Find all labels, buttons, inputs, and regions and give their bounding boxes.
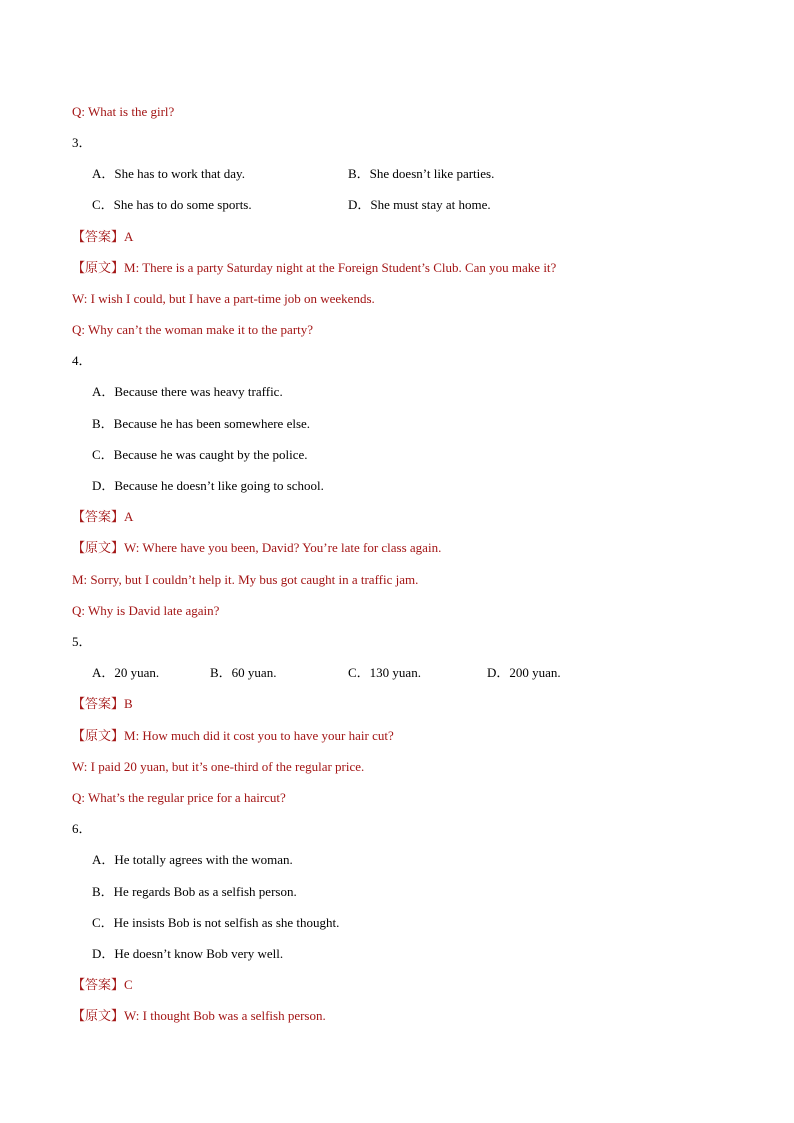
q4-option-a: A．Because there was heavy traffic. xyxy=(92,384,283,399)
q2-question: Q: What is the girl? xyxy=(72,104,175,119)
q5-option-c: C．130 yuan. xyxy=(348,665,421,680)
q4-question: Q: Why is David late again? xyxy=(72,603,220,618)
answer-tag: 【答案】 xyxy=(72,696,125,711)
q3-option-c: C．She has to do some sports. xyxy=(92,197,252,212)
q3-option-d: D．She must stay at home. xyxy=(348,197,491,212)
q4-option-c: C．Because he was caught by the police. xyxy=(92,447,308,462)
q5-question: Q: What’s the regular price for a haircut? xyxy=(72,790,286,805)
q4-number: 4． xyxy=(72,353,92,368)
q6-option-b: B．He regards Bob as a selfish person. xyxy=(92,884,297,899)
q6-option-a: A．He totally agrees with the woman. xyxy=(92,852,293,867)
q3-transcript-1: M: There is a party Saturday night at the Foreign Student’s Club. Can you make it? xyxy=(124,260,557,275)
q5-option-d: D．200 yuan. xyxy=(487,665,561,680)
q6-transcript-1: W: I thought Bob was a selfish person. xyxy=(124,1008,326,1023)
q4-option-b: B．Because he has been somewhere else. xyxy=(92,416,311,431)
q5-transcript-1: M: How much did it cost you to have your hair cut? xyxy=(124,728,394,743)
answer-tag: 【答案】 xyxy=(72,977,125,992)
q3-question: Q: Why can’t the woman make it to the party? xyxy=(72,322,314,337)
q5-option-a: A．20 yuan. xyxy=(92,665,160,680)
q4-answer: A xyxy=(124,509,134,524)
q4-option-d: D．Because he doesn’t like going to school. xyxy=(92,478,324,493)
q3-option-a: A．She has to work that day. xyxy=(92,166,245,181)
answer-tag: 【答案】 xyxy=(72,509,125,524)
q5-transcript-2: W: I paid 20 yuan, but it’s one-third of the regular price. xyxy=(72,759,365,774)
transcript-tag: 【原文】 xyxy=(72,260,125,275)
q4-transcript-2: M: Sorry, but I couldn’t help it. My bus got caught in a traffic jam. xyxy=(72,572,419,587)
q6-option-c: C．He insists Bob is not selfish as she thought. xyxy=(92,915,340,930)
q6-transcript-line-1 xyxy=(72,1008,326,1024)
q3-option-b: B．She doesn’t like parties. xyxy=(348,166,495,181)
q6-number: 6． xyxy=(72,821,92,836)
q3-transcript-line-1 xyxy=(72,260,556,276)
q6-answer: C xyxy=(124,977,133,992)
q5-answer-line xyxy=(72,696,133,712)
q4-answer-line xyxy=(72,509,133,525)
q3-transcript-2: W: I wish I could, but I have a part-time job on weekends. xyxy=(72,291,375,306)
q4-transcript-line-1 xyxy=(72,540,441,556)
q5-transcript-line-1 xyxy=(72,728,394,744)
q5-option-b: B．60 yuan. xyxy=(210,665,277,680)
q3-number: 3． xyxy=(72,135,92,150)
q4-transcript-1: W: Where have you been, David? You’re late for class again. xyxy=(124,540,442,555)
q6-option-d: D．He doesn’t know Bob very well. xyxy=(92,946,284,961)
q5-number: 5． xyxy=(72,634,92,649)
q5-answer: B xyxy=(124,696,133,711)
q6-answer-line xyxy=(72,977,133,993)
transcript-tag: 【原文】 xyxy=(72,540,125,555)
q3-answer-line xyxy=(72,229,133,245)
answer-tag: 【答案】 xyxy=(72,229,125,244)
transcript-tag: 【原文】 xyxy=(72,1008,125,1023)
transcript-tag: 【原文】 xyxy=(72,728,125,743)
q3-answer: A xyxy=(124,229,134,244)
